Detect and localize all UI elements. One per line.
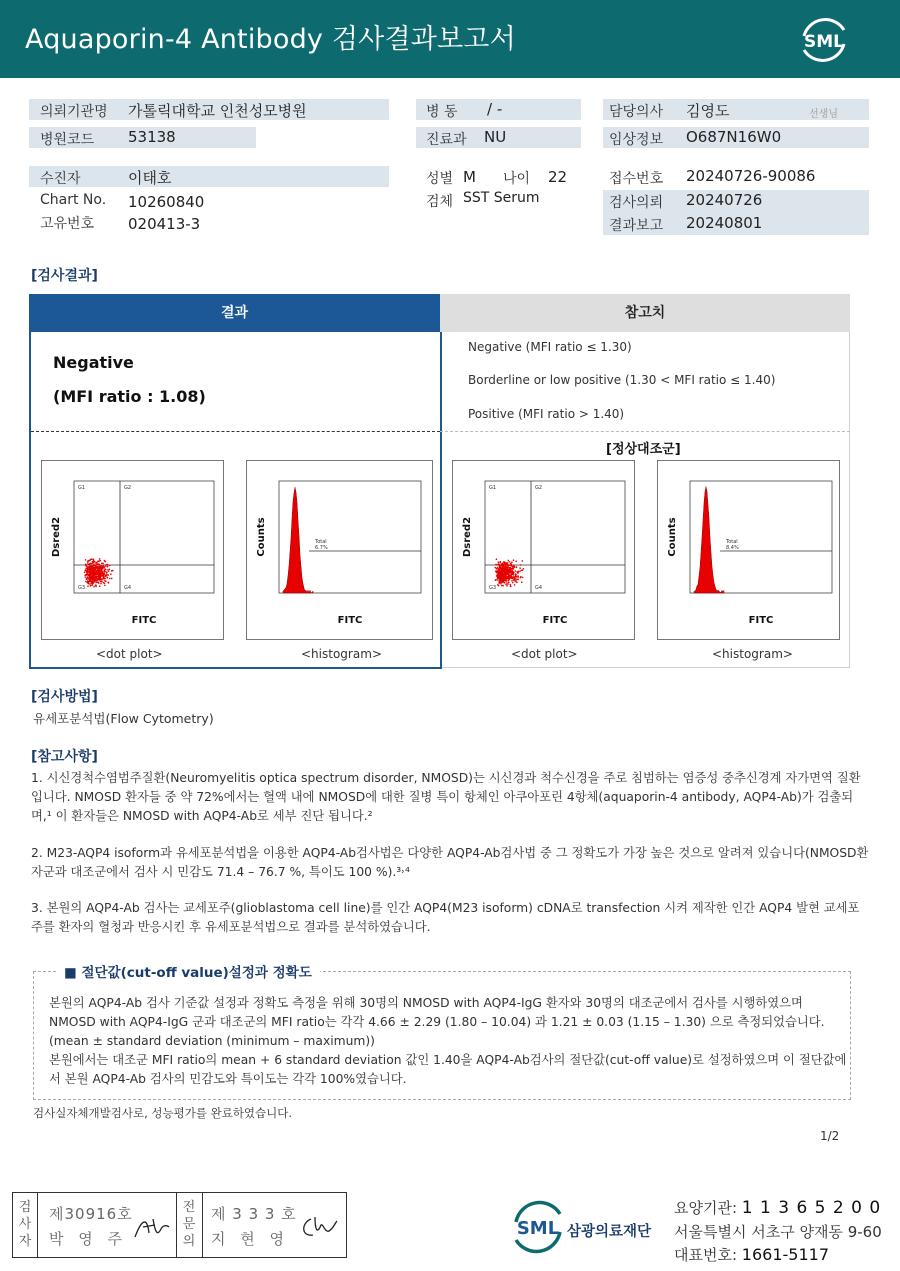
ward-label: 병 동 bbox=[426, 104, 458, 120]
institution-code-label: 요양기관: bbox=[674, 1199, 742, 1217]
institution-value: 가톨릭대학교 인천성모병원 bbox=[128, 102, 307, 120]
receipt-label: 접수번호 bbox=[609, 171, 664, 187]
dot-point bbox=[506, 562, 508, 564]
dot-point bbox=[90, 578, 92, 580]
request-value: 20240726 bbox=[686, 191, 763, 209]
dot-point bbox=[107, 569, 109, 571]
dot-point bbox=[519, 570, 521, 572]
dot-point bbox=[510, 584, 512, 586]
dot-point bbox=[519, 567, 521, 569]
note-1: 1. 시신경척수염범주질환(Neuromyelitis optica spectrum disorder, NMOSD)는 시신경과 척수신경을 주로 침범하는 염증성 중추신경계 자가면역 질환입니다. NMOSD 환자들 중 약 72%에서는 혈액 내에 NMOSD에 대한 질병 특이 항체인 아쿠아포린 4항체(aquaporin-4 antibody, AQP4-Ab)가 검출되며,¹ 이 환자들은 NMOSD with AQP4-Ab로 세부 진단 됩니다.² bbox=[31, 771, 861, 823]
quadrant-label: G4 bbox=[124, 585, 132, 591]
dot-point bbox=[500, 568, 502, 570]
quadrant-label: G3 bbox=[489, 585, 497, 591]
dot-point bbox=[103, 577, 105, 579]
dot-point bbox=[102, 575, 104, 577]
quadrant-label: G1 bbox=[489, 485, 497, 491]
dot-point bbox=[87, 579, 89, 581]
dot-point bbox=[496, 568, 498, 570]
dot-point bbox=[497, 577, 499, 579]
patient-value: 이태호 bbox=[128, 169, 172, 187]
clinical-label: 임상정보 bbox=[609, 132, 664, 148]
dot-point bbox=[499, 561, 501, 563]
dot-point bbox=[522, 569, 524, 571]
control-hist-caption: <histogram> bbox=[712, 647, 793, 661]
dot-point bbox=[100, 560, 102, 562]
phone: 1661-5117 bbox=[741, 1245, 830, 1264]
dot-point bbox=[505, 569, 507, 571]
patient-dot-caption: <dot plot> bbox=[96, 647, 163, 661]
dot-point bbox=[497, 579, 499, 581]
dot-point bbox=[101, 566, 103, 568]
gate-total-value: 8.4% bbox=[726, 545, 739, 551]
dot-point bbox=[90, 559, 92, 561]
reference-column-header: 참고치 bbox=[440, 294, 850, 332]
dot-point bbox=[506, 585, 508, 587]
cutoff-title: ■ 절단값(cut-off value)설정과 정확도 bbox=[56, 961, 320, 981]
specimen-label: 검체 bbox=[426, 194, 454, 210]
dot-point bbox=[503, 575, 505, 577]
dot-point bbox=[103, 573, 105, 575]
dot-point bbox=[497, 584, 499, 586]
dept-value: NU bbox=[484, 128, 507, 146]
dot-point bbox=[95, 586, 97, 588]
dot-point bbox=[90, 568, 92, 570]
dot-point bbox=[510, 571, 512, 573]
validation-note: 검사실자체개발검사로, 성능평가를 완료하였습니다. bbox=[33, 1106, 293, 1120]
dot-x-label: FITC bbox=[542, 615, 568, 626]
dot-point bbox=[509, 561, 511, 563]
institution-code-line bbox=[674, 1197, 881, 1218]
dot-point bbox=[511, 561, 513, 563]
dot-point bbox=[99, 576, 101, 578]
dot-point bbox=[97, 579, 99, 581]
patient-hist-caption: <histogram> bbox=[301, 647, 382, 661]
dot-point bbox=[515, 575, 517, 577]
unique-label: 고유번호 bbox=[40, 216, 95, 232]
doctor-suffix: 선생님 bbox=[809, 109, 838, 120]
dot-point bbox=[86, 573, 88, 575]
dot-point bbox=[100, 574, 102, 576]
dot-point bbox=[97, 566, 99, 568]
patient-row-bg bbox=[29, 166, 389, 187]
dot-point bbox=[507, 566, 509, 568]
result-column-header: 결과 bbox=[29, 294, 440, 332]
method-heading: [검사방법] bbox=[31, 689, 98, 705]
dot-point bbox=[90, 585, 92, 587]
phone-label: 대표번호: bbox=[674, 1246, 742, 1264]
hist-series bbox=[694, 487, 724, 593]
hist-series bbox=[283, 487, 313, 593]
dot-point bbox=[498, 561, 500, 563]
dot-x-label: FITC bbox=[131, 615, 157, 626]
dot-point bbox=[84, 572, 86, 574]
dot-point bbox=[106, 577, 108, 579]
hist-y-label: Counts bbox=[667, 517, 678, 557]
dot-point bbox=[86, 568, 88, 570]
dot-point bbox=[87, 585, 89, 587]
signature-box bbox=[12, 1192, 347, 1258]
dot-point bbox=[94, 570, 96, 572]
note-3: 3. 본원의 AQP4-Ab 검사는 교세포주(glioblastoma cell line)를 인간 AQP4(M23 isoform) cDNA로 transfection 시켜 제작한 인간 AQP4 발현 교세포주를 환자의 혈청과 반응시킨 후 유세포분석법으로 결과를 분석하였습니다. bbox=[31, 901, 860, 934]
dot-point bbox=[98, 564, 100, 566]
dot-point bbox=[501, 574, 503, 576]
ref-positive: Positive (MFI ratio > 1.40) bbox=[468, 407, 625, 421]
dot-point bbox=[499, 566, 501, 568]
patient-label: 수진자 bbox=[40, 171, 81, 187]
dot-point bbox=[517, 572, 519, 574]
dot-point bbox=[104, 568, 106, 570]
tester-name: 박 영 주 bbox=[49, 1230, 128, 1248]
dot-point bbox=[93, 577, 95, 579]
dot-point bbox=[88, 574, 90, 576]
dot-point bbox=[85, 569, 87, 571]
dot-point bbox=[513, 571, 515, 573]
dot-point bbox=[499, 581, 501, 583]
dot-point bbox=[85, 581, 87, 583]
dot-point bbox=[495, 579, 497, 581]
chart-label: Chart No. bbox=[40, 192, 107, 208]
dot-point bbox=[91, 563, 93, 565]
dot-point bbox=[508, 560, 510, 562]
dot-point bbox=[506, 582, 508, 584]
dot-point bbox=[502, 563, 504, 565]
dot-y-label: Dsred2 bbox=[51, 516, 62, 558]
dot-point bbox=[90, 563, 92, 565]
dot-point bbox=[520, 577, 522, 579]
ward-value: / - bbox=[487, 100, 503, 118]
dot-point bbox=[86, 571, 88, 573]
hist-x-label: FITC bbox=[337, 615, 363, 626]
org-logo bbox=[508, 1198, 568, 1260]
dot-point bbox=[501, 585, 503, 587]
patient-histogram bbox=[246, 460, 433, 640]
dot-point bbox=[98, 571, 100, 573]
dot-point bbox=[89, 568, 91, 570]
dot-point bbox=[97, 561, 99, 563]
dot-point bbox=[512, 582, 514, 584]
dot-point bbox=[103, 566, 105, 568]
result-value: Negative bbox=[53, 353, 134, 372]
dot-point bbox=[93, 563, 95, 565]
dot-point bbox=[95, 563, 97, 565]
dot-point bbox=[89, 560, 91, 562]
method-text: 유세포분석법(Flow Cytometry) bbox=[33, 711, 214, 726]
dot-point bbox=[517, 578, 519, 580]
dot-point bbox=[99, 558, 101, 560]
dot-point bbox=[500, 575, 502, 577]
dot-point bbox=[105, 581, 107, 583]
ref-negative: Negative (MFI ratio ≤ 1.30) bbox=[468, 340, 632, 354]
result-divider bbox=[31, 431, 440, 432]
reference-divider bbox=[440, 431, 850, 432]
dot-point bbox=[509, 568, 511, 570]
dot-point bbox=[501, 580, 503, 582]
dot-point bbox=[101, 581, 103, 583]
unique-value: 020413-3 bbox=[128, 215, 201, 233]
dot-point bbox=[515, 570, 517, 572]
dot-point bbox=[105, 561, 107, 563]
dot-point bbox=[106, 574, 108, 576]
dot-point bbox=[101, 572, 103, 574]
dot-point bbox=[99, 585, 101, 587]
specialist-signature bbox=[297, 1211, 341, 1245]
org-name: 삼광의료재단 bbox=[567, 1224, 652, 1240]
dot-point bbox=[521, 581, 523, 583]
dot-point bbox=[510, 565, 512, 567]
dot-point bbox=[522, 560, 524, 562]
dot-point bbox=[498, 563, 500, 565]
control-dot-caption: <dot plot> bbox=[511, 647, 578, 661]
dot-point bbox=[109, 569, 111, 571]
gate-total-label: Total bbox=[315, 539, 327, 545]
dot-point bbox=[510, 586, 512, 588]
dot-point bbox=[516, 582, 518, 584]
dot-point bbox=[511, 573, 513, 575]
dot-point bbox=[97, 570, 99, 572]
sex-value: M bbox=[463, 168, 476, 186]
quadrant-label: G2 bbox=[124, 485, 132, 491]
specialist-label: 전문의 bbox=[182, 1200, 196, 1249]
dot-point bbox=[515, 560, 517, 562]
dot-point bbox=[508, 582, 510, 584]
report-label: 결과보고 bbox=[609, 218, 664, 234]
request-label: 검사의뢰 bbox=[609, 195, 664, 211]
dot-point bbox=[93, 586, 95, 588]
hist-y-label: Counts bbox=[256, 517, 267, 557]
page-number: 1/2 bbox=[820, 1129, 840, 1143]
control-dot-plot bbox=[452, 460, 635, 640]
report-title: Aquaporin-4 Antibody 검사결과보고서 bbox=[25, 24, 516, 55]
dot-point bbox=[92, 582, 94, 584]
cutoff-paragraph-2: 본원에서는 대조군 MFI ratio의 mean + 6 standard deviation 값인 1.40을 AQP4-Ab검사의 절단값(cut-off value)로 설정하였으며 이 절단값에서 본원 AQP4-Ab 검사의 민감도와 특이도는 각각 100%였습니다. bbox=[49, 1053, 847, 1086]
logo-text: SML bbox=[804, 32, 844, 52]
dot-point bbox=[504, 564, 506, 566]
notes-heading: [참고사항] bbox=[31, 749, 98, 765]
dot-point bbox=[496, 558, 498, 560]
dot-point bbox=[92, 572, 94, 574]
dot-point bbox=[85, 576, 87, 578]
specimen-value: SST Serum bbox=[463, 190, 540, 206]
dot-point bbox=[523, 568, 525, 570]
dot-point bbox=[98, 565, 100, 567]
doctor-value: 김영도 bbox=[686, 102, 730, 120]
dot-point bbox=[88, 583, 90, 585]
dot-point bbox=[518, 571, 520, 573]
dot-point bbox=[87, 561, 89, 563]
dot-point bbox=[96, 581, 98, 583]
result-ratio: (MFI ratio : 1.08) bbox=[53, 387, 206, 406]
dot-point bbox=[513, 559, 515, 561]
dot-point bbox=[102, 571, 104, 573]
dot-point bbox=[94, 580, 96, 582]
dot-point bbox=[505, 571, 507, 573]
dot-point bbox=[505, 577, 507, 579]
dot-point bbox=[511, 580, 513, 582]
dot-point bbox=[497, 568, 499, 570]
dot-point bbox=[84, 574, 86, 576]
gate-total-label: Total bbox=[726, 539, 738, 545]
specialist-license: 제 3 3 3 호 bbox=[211, 1205, 297, 1223]
dot-point bbox=[95, 574, 97, 576]
dot-point bbox=[506, 576, 508, 578]
dot-point bbox=[505, 575, 507, 577]
dot-point bbox=[504, 561, 506, 563]
sex-label: 성별 bbox=[426, 171, 454, 187]
tester-license: 제30916호 bbox=[49, 1205, 133, 1223]
dot-point bbox=[498, 572, 500, 574]
dot-point bbox=[506, 572, 508, 574]
dot-point bbox=[87, 562, 89, 564]
dot-point bbox=[518, 576, 520, 578]
report-value: 20240801 bbox=[686, 214, 763, 232]
dot-point bbox=[95, 572, 97, 574]
ref-borderline: Borderline or low positive (1.30 < MFI ratio ≤ 1.40) bbox=[468, 373, 776, 387]
dot-point bbox=[105, 565, 107, 567]
dot-point bbox=[100, 569, 102, 571]
dot-point bbox=[494, 567, 496, 569]
dot-point bbox=[89, 576, 91, 578]
dot-point bbox=[85, 564, 87, 566]
dot-point bbox=[104, 585, 106, 587]
dot-point bbox=[511, 568, 513, 570]
dot-point bbox=[496, 575, 498, 577]
dot-point bbox=[92, 584, 94, 586]
dot-point bbox=[104, 583, 106, 585]
dot-point bbox=[104, 576, 106, 578]
cutoff-text bbox=[49, 994, 849, 1089]
dot-point bbox=[109, 565, 111, 567]
phone-line bbox=[674, 1244, 829, 1265]
dot-point bbox=[498, 570, 500, 572]
dot-point bbox=[93, 574, 95, 576]
dot-point bbox=[495, 564, 497, 566]
doctor-label: 담당의사 bbox=[609, 104, 664, 120]
dot-point bbox=[504, 580, 506, 582]
dot-point bbox=[508, 576, 510, 578]
dot-point bbox=[505, 584, 507, 586]
patient-dot-plot bbox=[41, 460, 224, 640]
chart-value: 10260840 bbox=[128, 193, 205, 211]
dot-point bbox=[513, 565, 515, 567]
dot-point bbox=[507, 564, 509, 566]
dot-point bbox=[90, 573, 92, 575]
hospital-code-label: 병원코드 bbox=[40, 132, 95, 148]
dot-point bbox=[500, 580, 502, 582]
address: 서울특별시 서초구 양재동 9-60 bbox=[674, 1223, 882, 1241]
dot-point bbox=[101, 562, 103, 564]
hist-x-label: FITC bbox=[748, 615, 774, 626]
note-2: 2. M23-AQP4 isoform과 유세포분석법을 이용한 AQP4-Ab검사법은 다양한 AQP4-Ab검사법 중 그 정확도가 가장 높은 것으로 알려져 있습니다(NMOSD환자군과 대조군에서 검사 시 민감도 71.4 – 76.7 %, 특이도 100 %).³˒⁴ bbox=[31, 846, 869, 879]
dot-point bbox=[515, 573, 517, 575]
clinical-value: O687N16W0 bbox=[686, 128, 782, 146]
dot-point bbox=[92, 561, 94, 563]
tester-signature bbox=[131, 1211, 173, 1245]
dot-point bbox=[499, 574, 501, 576]
dot-point bbox=[95, 577, 97, 579]
receipt-value: 20240726-90086 bbox=[686, 167, 816, 185]
dot-point bbox=[108, 574, 110, 576]
dot-point bbox=[505, 565, 507, 567]
dot-point bbox=[98, 574, 100, 576]
dot-point bbox=[106, 572, 108, 574]
age-label: 나이 bbox=[503, 171, 531, 187]
dot-point bbox=[85, 559, 87, 561]
dot-point bbox=[516, 579, 518, 581]
age-value: 22 bbox=[548, 168, 568, 186]
dot-point bbox=[496, 572, 498, 574]
dot-point bbox=[507, 580, 509, 582]
dot-point bbox=[520, 564, 522, 566]
dot-point bbox=[88, 581, 90, 583]
dot-point bbox=[515, 578, 517, 580]
dot-point bbox=[100, 581, 102, 583]
dept-label: 진료과 bbox=[426, 132, 467, 148]
dot-point bbox=[107, 566, 109, 568]
dot-point bbox=[93, 569, 95, 571]
dot-point bbox=[516, 566, 518, 568]
dot-point bbox=[86, 578, 88, 580]
dot-point bbox=[111, 570, 113, 572]
tester-label: 검사자 bbox=[18, 1200, 32, 1249]
dot-point bbox=[513, 567, 515, 569]
dot-point bbox=[92, 558, 94, 560]
dot-point bbox=[93, 565, 95, 567]
dot-point bbox=[510, 576, 512, 578]
dot-point bbox=[504, 582, 506, 584]
quadrant-label: G2 bbox=[535, 485, 543, 491]
dot-point bbox=[507, 574, 509, 576]
dot-point bbox=[104, 574, 106, 576]
dot-point bbox=[522, 577, 524, 579]
dot-point bbox=[93, 561, 95, 563]
quadrant-label: G4 bbox=[535, 585, 543, 591]
dot-point bbox=[504, 567, 506, 569]
dot-point bbox=[104, 570, 106, 572]
dot-point bbox=[102, 568, 104, 570]
gate-total-value: 6.7% bbox=[315, 545, 328, 551]
dot-point bbox=[107, 564, 109, 566]
results-heading: [검사결과] bbox=[31, 268, 98, 284]
org-logo-text: SML bbox=[516, 1218, 560, 1239]
specialist-name: 지 현 영 bbox=[211, 1230, 290, 1248]
dot-point bbox=[99, 579, 101, 581]
institution-label: 의뢰기관명 bbox=[40, 104, 108, 120]
dot-point bbox=[109, 578, 111, 580]
dot-point bbox=[110, 573, 112, 575]
institution-code: 1 1 3 6 5 2 0 0 bbox=[741, 1198, 882, 1218]
cutoff-paragraph-1: 본원의 AQP4-Ab 검사 기준값 설정과 정확도 측정을 위해 30명의 NMOSD with AQP4-IgG 환자와 30명의 대조군에서 검사를 시행하였으며 NMOSD with AQP4-IgG 군과 대조군의 MFI ratio는 각각 4.66 ± 2.29 (1.80 – 10.04) 과 1.21 ± 0.03 (1.15 – 1.30) 으로 측정되었습니다. (mean ± standard deviation (minimum – maximum)) bbox=[49, 996, 825, 1048]
report-header bbox=[0, 0, 900, 78]
dot-point bbox=[111, 578, 113, 580]
sml-logo bbox=[796, 14, 852, 66]
dot-point bbox=[91, 566, 93, 568]
dot-point bbox=[514, 584, 516, 586]
dot-point bbox=[100, 583, 102, 585]
dot-point bbox=[91, 575, 93, 577]
control-label: [정상대조군] bbox=[606, 442, 681, 457]
hospital-code-value: 53138 bbox=[128, 128, 176, 146]
quadrant-label: G3 bbox=[78, 585, 86, 591]
dot-point bbox=[511, 578, 513, 580]
dot-y-label: Dsred2 bbox=[462, 516, 473, 558]
quadrant-label: G1 bbox=[78, 485, 86, 491]
dot-point bbox=[107, 582, 109, 584]
control-histogram bbox=[657, 460, 840, 640]
